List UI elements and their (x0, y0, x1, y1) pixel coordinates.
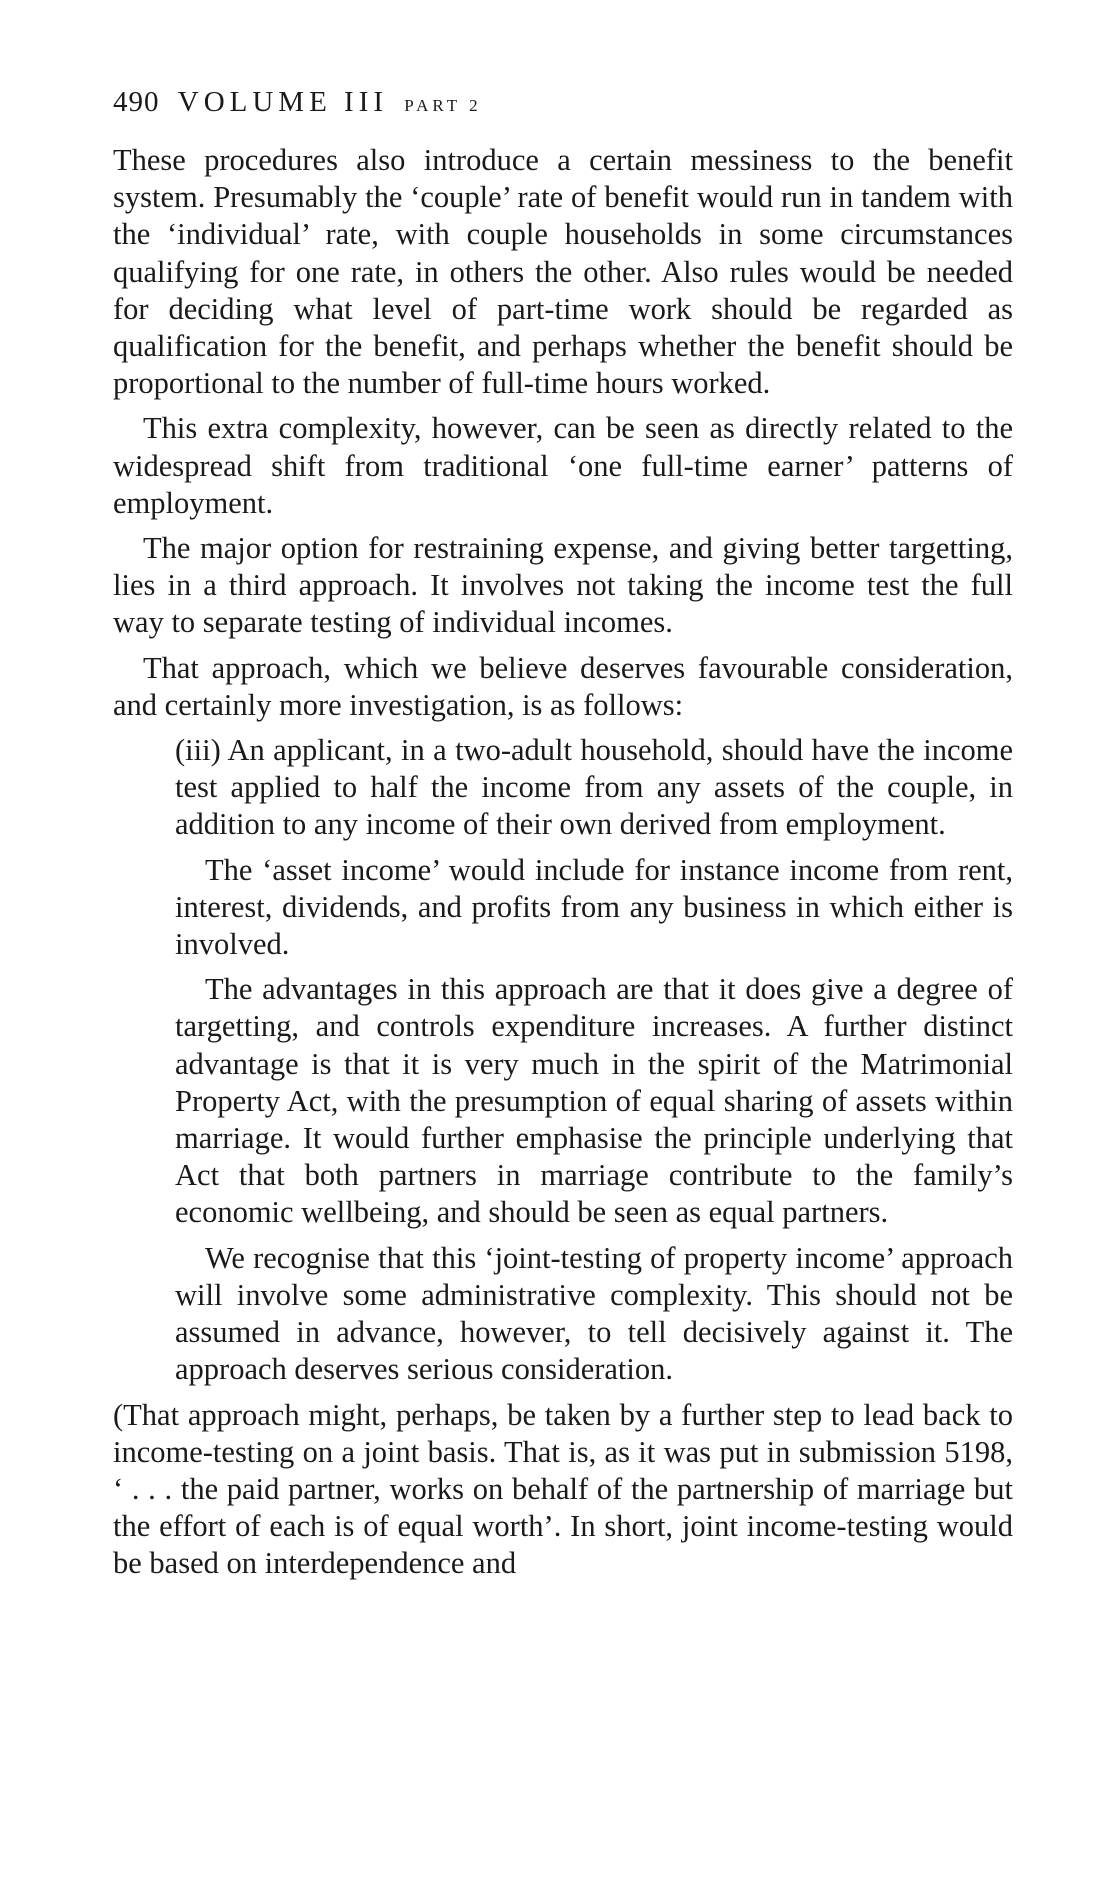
asset-income-paragraph: The ‘asset income’ would include for instance income from rent, interest, dividends, and profits from any business in which either is involved. (175, 852, 1013, 962)
running-header (113, 84, 1013, 124)
paragraph-third-approach: The major option for restraining expense, and giving better targetting, lies in a third approach. It involves not taking the income test the full way to separate testing of individual incomes. (113, 531, 1013, 640)
volume-label: VOLUME III (177, 86, 389, 118)
part-label: PART 2 (404, 96, 482, 115)
document-page (113, 84, 1013, 1583)
advantages-paragraph: The advantages in this approach are that it does give a degree of targetting, and controls expenditure increases. A further distinct advantage is that it is very much in the spirit of the Matrimonial Property Act, with the presumption of equal sharing of assets within marriage. It would further emphasise the principle underlying that Act that both partners in marriage contribute to the family’s economic wellbeing, and should be seen as equal partners. (175, 972, 1013, 1230)
paragraph-that-approach: That approach, which we believe deserves favourable consideration, and certainly more investigation, is as follows: (113, 650, 1013, 722)
page-number: 490 (113, 86, 160, 118)
recognise-paragraph: We recognise that this ‘joint-testing of property income’ approach will involve some administrative complexity. This should not be assumed in advance, however, to tell decisively against it. The approach deserves serious consideration. (175, 1240, 1013, 1387)
indented-proposal-block (175, 732, 1013, 1388)
proposal-iii: (iii) An applicant, in a two-adult household, should have the income test applied to half the income from any assets of the couple, in addition to any income of their own derived from employment. (175, 733, 1013, 842)
paragraph-complexity: This extra complexity, however, can be seen as directly related to the widespread shift from traditional ‘one full-time earner’ patterns of employment. (113, 411, 1013, 520)
closing-paragraph: (That approach might, perhaps, be taken by a further step to lead back to income-testing on a joint basis. That is, as it was put in submission 5198, ‘ . . . the paid partner, works on behalf of the partnership of marriage but the effort of each is of equal worth’. In short, joint income-testing would be based on interdependence and (113, 1397, 1013, 1581)
paragraph-messiness: These procedures also introduce a certain messiness to the benefit system. Presumably the ‘couple’ rate of benefit would run in tandem with the ‘individual’ rate, with couple households in some circumstances qualifying for one rate, in others the other. Also rules would be needed for deciding what level of part-time work should be regarded as qualification for the benefit, and perhaps whether the benefit should be proportional to the number of full-time hours worked. (113, 143, 1013, 401)
